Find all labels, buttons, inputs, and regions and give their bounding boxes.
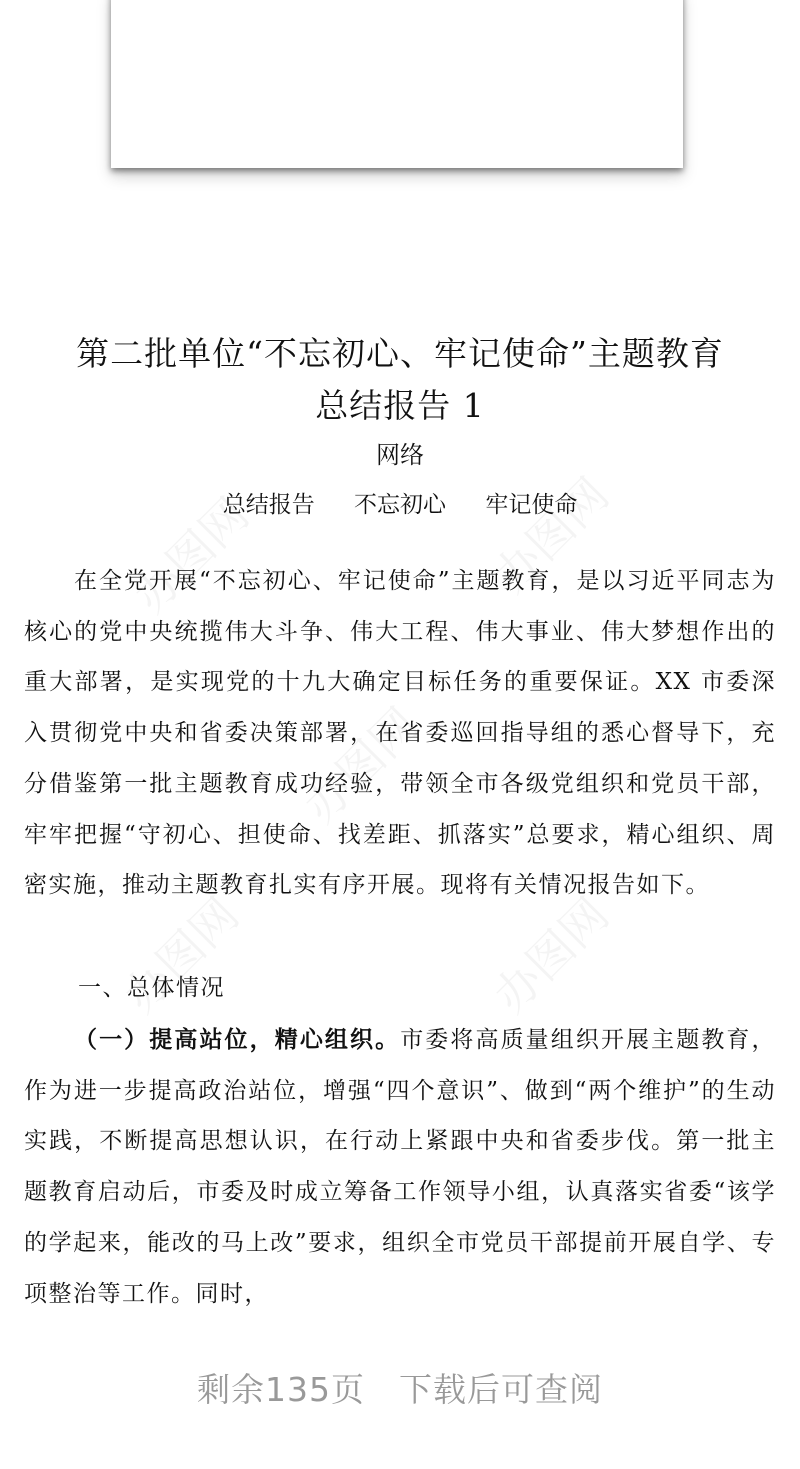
preview-thumbnail-card: [111, 0, 683, 168]
body-paragraph-1: 在全党开展“不忘初心、牢记使命”主题教育，是以习近平同志为核心的党中央统揽伟大斗争、伟大工程、伟大事业、伟大梦想作出的重大部署，是实现党的十九大确定目标任务的重要保证。XX 市委深入贯彻党中央和省委决策部署，在省委巡回指导组的悉心督导下，充分借鉴第一批主题教育成功经验，带领全市各级党组织和党员干部，牢牢把握“守初心、担使命、找差距、抓落实”总要求，精心组织、周密实施，推动主题教育扎实有序开展。现将有关情况报告如下。: [24, 568, 776, 899]
document-title-line-1: 第二批单位“不忘初心、牢记使命”主题教育: [76, 334, 724, 373]
document-author: 网络: [376, 441, 424, 469]
section-heading: 一、总体情况: [78, 975, 225, 1001]
keyword: 总结报告: [222, 492, 315, 518]
paragraph-lead-bold: （一）提高站位，精心组织。: [74, 1026, 401, 1053]
keyword: 不忘初心: [354, 492, 446, 518]
document-title-line-2: 总结报告 1: [315, 386, 485, 425]
body-paragraph-2: [24, 1015, 776, 1319]
document-keywords: [0, 487, 800, 523]
keyword: 牢记使命: [485, 492, 578, 518]
paragraph-body: 市委将高质量组织开展主题教育，作为进一步提高政治站位，增强“四个意识”、做到“两个维护”的生动实践，不断提高思想认识，在行动上紧跟中央和省委步伐。第一批主题教育启动后，市委及时成立筹备工作领导小组，认真落实省委“该学的学起来，能改的马上改”要求，组织全市党员干部提前开展自学、专项整治等工作。同时，: [24, 1027, 777, 1307]
remaining-pages-notice: 剩余135页 下载后可查阅: [197, 1370, 603, 1409]
